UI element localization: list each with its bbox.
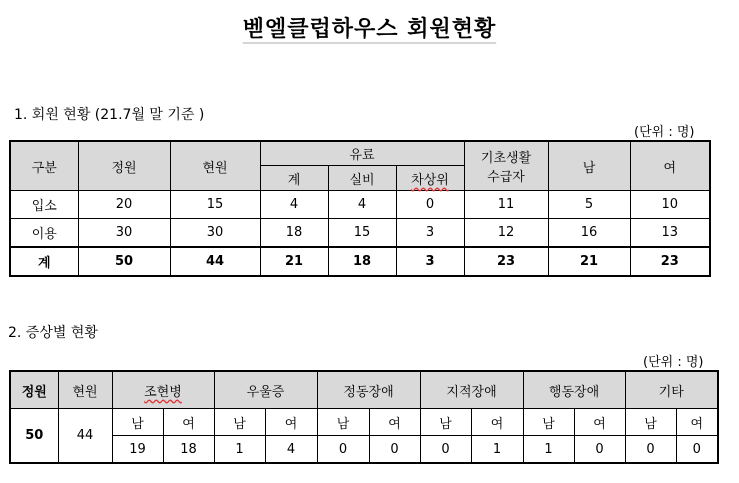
header-paid: 유료 xyxy=(260,141,464,166)
section2-heading: 2. 증상별 현황 xyxy=(8,325,98,341)
header-capacity: 정원 xyxy=(10,371,58,409)
page-title: 벧엘클럽하우스 회원현황 xyxy=(242,17,497,42)
symptom-status-table xyxy=(9,370,719,464)
header-current: 현원 xyxy=(58,371,112,409)
header-paid-upper: 차상위 xyxy=(396,166,464,191)
capacity-value: 50 xyxy=(10,409,58,464)
header-behavioral-disorder: 행동장애 xyxy=(523,371,625,409)
header-other: 기타 xyxy=(625,371,718,409)
table-row: 입소 20 15 4 4 0 11 5 10 xyxy=(10,191,710,219)
header-current: 현원 xyxy=(170,141,260,191)
header-intellectual-disability: 지적장애 xyxy=(420,371,523,409)
current-value: 44 xyxy=(58,409,112,464)
table-row-total: 계 50 44 21 18 3 23 21 23 xyxy=(10,247,710,276)
header-depression: 우울증 xyxy=(214,371,317,409)
header-male: 남 xyxy=(548,141,630,191)
table-row: 이용 30 30 18 15 3 12 16 13 xyxy=(10,219,710,248)
header-capacity: 정원 xyxy=(78,141,170,191)
header-paid-actual: 실비 xyxy=(328,166,396,191)
header-schizophrenia: 조현병 xyxy=(112,371,214,409)
member-status-table xyxy=(9,140,711,277)
header-category: 구분 xyxy=(10,141,78,191)
section1-unit: (단위 : 명) xyxy=(634,125,695,140)
section1-heading: 1. 회원 현황 (21.7월 말 기준 ) xyxy=(14,107,205,123)
section2-unit: (단위 : 명) xyxy=(643,355,704,370)
header-paid-total: 계 xyxy=(260,166,328,191)
header-emotional-disorder: 정동장애 xyxy=(317,371,420,409)
table-row: 19 18 1 4 0 0 0 1 1 0 0 0 xyxy=(10,436,718,464)
sex-row: 50 44 남 여 남 여 남 여 남 여 남 여 남 여 xyxy=(10,409,718,436)
header-female: 여 xyxy=(630,141,710,191)
header-basic-recipient: 기초생활 수급자 xyxy=(464,141,548,191)
